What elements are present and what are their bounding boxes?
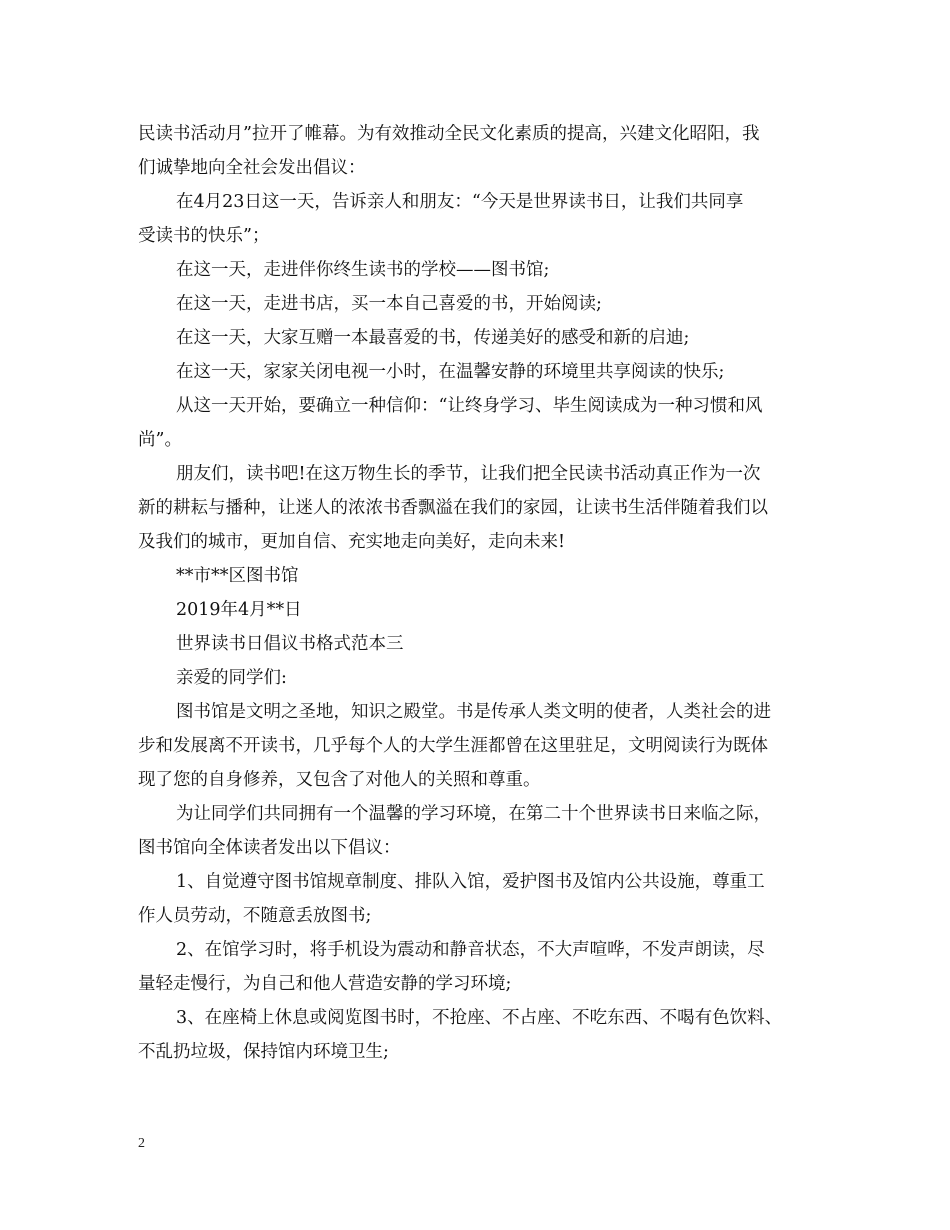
text-line: 3、在座椅上休息或阅览图书时，不抢座、不占座、不吃东西、不喝有色饮料、: [176, 1008, 783, 1028]
text-line: 2、在馆学习时，将手机设为震动和静音状态，不大声喧哗，不发声朗读，尽: [176, 940, 765, 960]
text-line: 民读书活动月”拉开了帷幕。为有效推动全民文化素质的提高，兴建文化昭阳，我: [138, 124, 760, 144]
text-line: 尚”。: [138, 430, 182, 450]
date-line: 2019年4月**日: [176, 600, 302, 620]
text-line: 量轻走慢行，为自己和他人营造安静的学习环境;: [138, 974, 512, 994]
text-line: 不乱扔垃圾，保持馆内环境卫生;: [138, 1042, 389, 1062]
text-line: 在这一天，大家互赠一本最喜爱的书，传递美好的感受和新的启迪;: [176, 328, 690, 348]
document-body: [138, 117, 826, 1069]
text-line: 们诚挚地向全社会发出倡议：: [138, 158, 366, 178]
page-number: 2: [138, 1136, 145, 1151]
text-line: 及我们的城市，更加自信、充实地走向美好，走向未来!: [138, 532, 566, 552]
text-line: 图书馆是文明之圣地，知识之殿堂。书是传承人类文明的使者，人类社会的进: [176, 702, 771, 722]
text-line: 朋友们，读书吧!在这万物生长的季节，让我们把全民读书活动真正作为一次: [176, 464, 761, 484]
text-line: 步和发展离不开读书，几乎每个人的大学生涯都曾在这里驻足，文明阅读行为既体: [138, 736, 768, 756]
text-line: 现了您的自身修养，又包含了对他人的关照和尊重。: [138, 770, 541, 790]
greeting-line: 亲爱的同学们:: [176, 668, 287, 688]
section-title: 世界读书日倡议书格式范本三: [176, 634, 404, 654]
text-line: 受读书的快乐”；: [138, 226, 270, 246]
text-line: 在这一天，走进伴你终生读书的学校——图书馆;: [176, 260, 550, 280]
text-line: 新的耕耘与播种，让迷人的浓浓书香飘溢在我们的家园，让读书生活伴随着我们以: [138, 498, 768, 518]
text-line: 图书馆向全体读者发出以下倡议：: [138, 838, 401, 858]
text-line: 1、自觉遵守图书馆规章制度、排队入馆，爱护图书及馆内公共设施，尊重工: [176, 872, 765, 892]
signature-line: **市**区图书馆: [176, 566, 299, 586]
text-line: 在这一天，走进书店，买一本自己喜爱的书，开始阅读;: [176, 294, 602, 314]
text-line: 为让同学们共同拥有一个温馨的学习环境，在第二十个世界读书日来临之际，: [176, 804, 771, 824]
text-line: 从这一天开始，要确立一种信仰：“让终身学习、毕生阅读成为一种习惯和风: [176, 396, 763, 416]
text-line: 在这一天，家家关闭电视一小时，在温馨安静的环境里共享阅读的快乐;: [176, 362, 725, 382]
text-line: 在4月23日这一天，告诉亲人和朋友：“今天是世界读书日，让我们共同享: [176, 192, 744, 212]
text-line: 作人员劳动，不随意丢放图书;: [138, 906, 372, 926]
